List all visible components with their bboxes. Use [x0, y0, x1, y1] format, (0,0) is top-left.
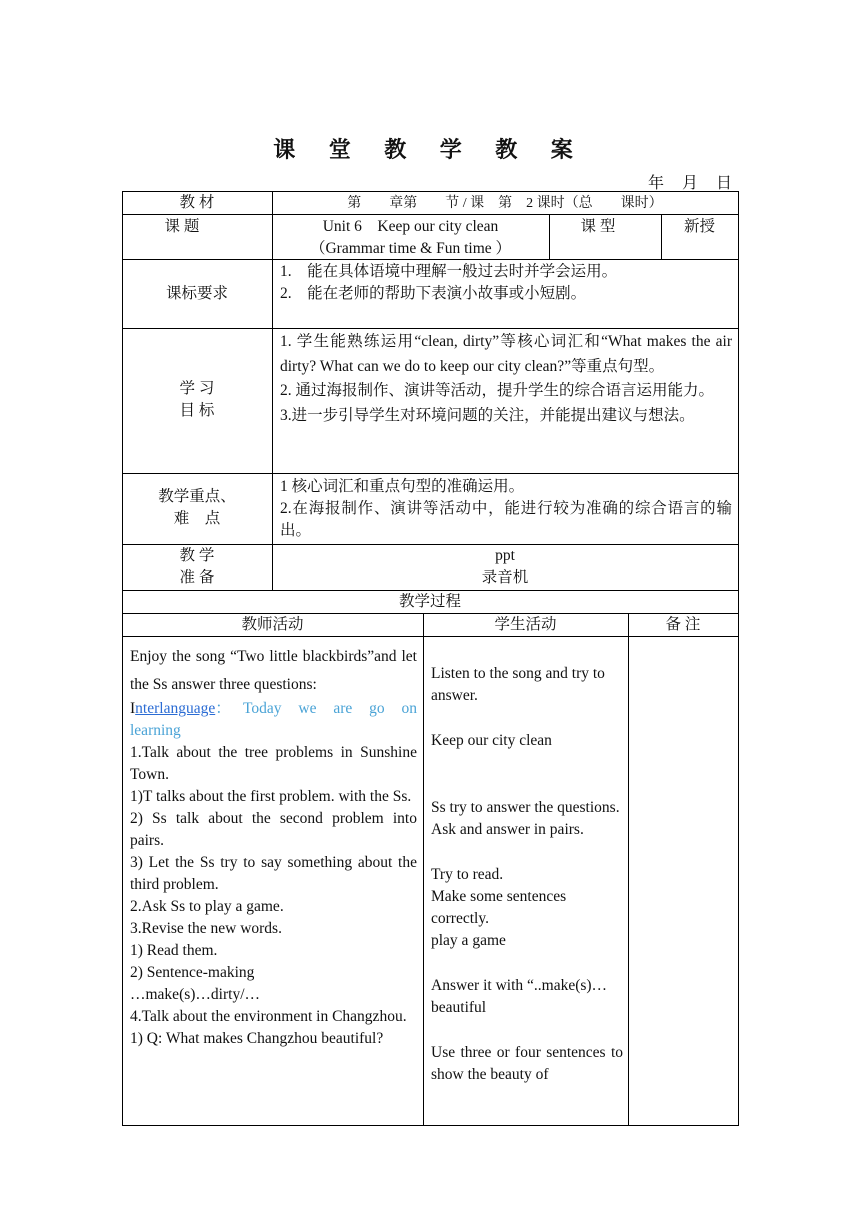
process-title: 教学过程: [398, 593, 461, 610]
type-label: 课 型: [580, 218, 616, 235]
notes-cell: [628, 637, 738, 1125]
goals-label-line-2: 目 标: [179, 402, 215, 419]
key-label-line-1: 教学重点、: [158, 488, 236, 505]
prep-item: ppt: [495, 547, 515, 564]
key-list: [280, 476, 732, 542]
prep-label-line-1: 教 学: [179, 547, 215, 564]
prep-item: 录音机: [481, 569, 529, 586]
teacher-step: 1) Read them.: [130, 942, 218, 959]
topic-value: [272, 216, 549, 260]
prep-list: [272, 545, 738, 589]
student-step: Make some sentences correctly.: [431, 888, 567, 927]
interlanguage-initial: I: [130, 700, 136, 717]
topic-label: 课 题: [164, 218, 200, 235]
col-header-teacher: 教师活动: [241, 616, 304, 633]
standard-list: [280, 261, 732, 305]
goal-item: 2. 通过海报制作、演讲等活动，提升学生的综合语言运用能力。: [280, 382, 715, 399]
student-step: Keep our city clean: [431, 732, 552, 749]
material-label: 教 材: [179, 194, 215, 211]
student-step: Try to read.: [431, 866, 504, 883]
interlanguage-text-tail: learning: [130, 722, 181, 739]
goals-label: [122, 378, 272, 422]
prep-label-line-2: 准 备: [179, 569, 215, 586]
interlanguage-text-head: Today we are go on: [242, 700, 417, 717]
page-title: 课 堂 教 学 教 案: [273, 137, 587, 162]
standard-item: 1. 能在具体语境中理解一般过去时并学会运用。: [280, 263, 618, 280]
teacher-step: 2.Ask Ss to play a game.: [130, 898, 284, 915]
topic-line-2: （Grammar time & Fun time ）: [309, 240, 512, 257]
material-value: 第 章第 节 / 课 第 2 课时（总 课时）: [347, 196, 663, 211]
col-header-student: 学生活动: [494, 616, 557, 633]
student-step: Listen to the song and try to answer.: [431, 665, 605, 704]
teacher-activities: [130, 643, 417, 1050]
student-step: Ss try to answer the questions.: [431, 799, 620, 816]
teacher-step: 3.Revise the new words.: [130, 920, 282, 937]
teacher-step: 2) Sentence-making: [130, 964, 255, 981]
key-label: [122, 486, 272, 530]
standard-item: 2. 能在老师的帮助下表演小故事或小短剧。: [280, 285, 587, 302]
student-activities: [431, 663, 623, 1086]
goal-item: 1. 学生能熟练运用“clean, dirty”等核心词汇和“What makes the air dirty? What can we do to keep our city clean?”等重点句型。: [280, 333, 732, 375]
student-step: play a game: [431, 932, 506, 949]
topic-line-1: Unit 6 Keep our city clean: [322, 218, 499, 235]
key-item: 1 核心词汇和重点句型的准确运用。: [280, 478, 525, 495]
goals-label-line-1: 学 习: [179, 380, 215, 397]
goals-list: [280, 330, 732, 428]
student-step: Answer it with “..make(s)…beautiful: [431, 977, 608, 1016]
teacher-step: 3) Let the Ss try to say something about the third problem.: [130, 854, 417, 893]
teacher-step: 1)T talks about the first problem. with the Ss.: [130, 788, 412, 805]
type-value: 新授: [683, 218, 715, 235]
teacher-step: [130, 698, 417, 720]
student-step: Use three or four sentences to show the beauty of: [431, 1044, 623, 1083]
interlanguage-link[interactable]: nterlanguage: [135, 700, 216, 717]
teacher-step: Enjoy the song “Two little blackbirds”and let the Ss answer three questions:: [130, 648, 417, 693]
standard-label: 课标要求: [165, 285, 228, 302]
key-label-line-2: 难 点: [173, 510, 221, 527]
date-line: 年 月 日: [647, 175, 732, 192]
prep-label: [122, 545, 272, 589]
key-item: 2.在海报制作、演讲等活动中，能进行较为准确的综合语言的输出。: [280, 500, 732, 539]
teacher-step: …make(s)…dirty/…: [130, 986, 261, 1003]
col-header-notes: 备 注: [665, 616, 701, 633]
teacher-step: 1) Q: What makes Changzhou beautiful?: [130, 1030, 384, 1047]
teacher-step: 1.Talk about the tree problems in Sunshine Town.: [130, 744, 417, 783]
student-step: Ask and answer in pairs.: [431, 821, 584, 838]
teacher-step: 2) Ss talk about the second problem into pairs.: [130, 810, 417, 849]
teacher-step: 4.Talk about the environment in Changzhou.: [130, 1008, 407, 1025]
interlanguage-colon: ：: [215, 700, 231, 717]
goal-item: 3.进一步引导学生对环境问题的关注，并能提出建议与想法。: [280, 406, 695, 424]
